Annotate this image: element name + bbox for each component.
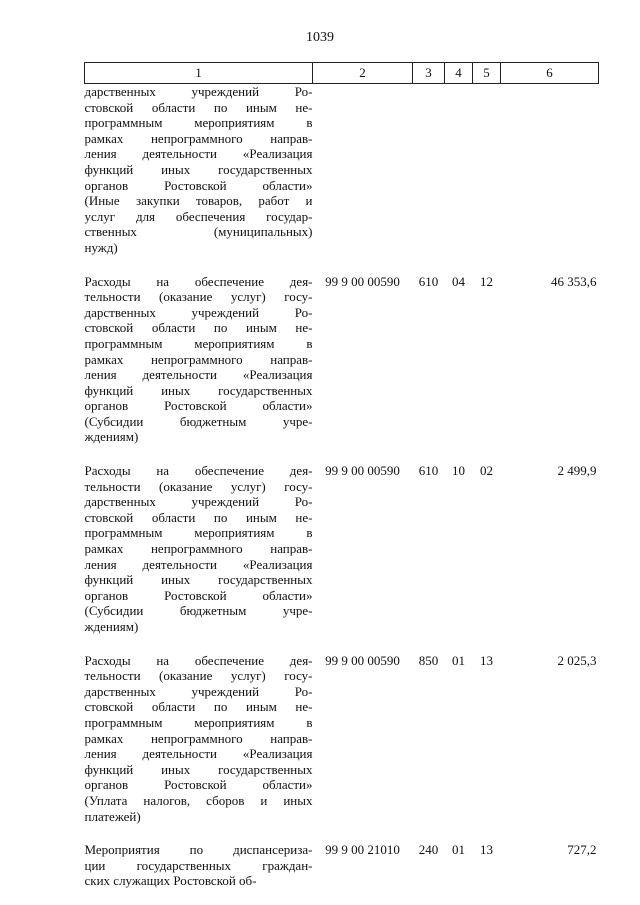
description-line: нужд) [84, 239, 118, 255]
description-line: ских служащих Ростовской об- [84, 873, 257, 889]
description-line: ждениям) [84, 429, 139, 445]
description-line: функций иных государственных [84, 761, 313, 777]
description-line: рамках непрограммного направ- [84, 541, 313, 557]
description-line: рамках непрограммного направ- [84, 130, 313, 146]
description-line: программным мероприятиям в [84, 335, 313, 351]
table-row [85, 274, 599, 446]
description-line: ления деятельности «Реализация [84, 556, 313, 572]
expense-description [85, 842, 313, 889]
target-code [313, 84, 413, 256]
description-line: программным мероприятиям в [84, 714, 313, 730]
page-number: 1039 [306, 30, 334, 45]
row-spacer [85, 445, 599, 463]
description-line: органов Ростовской области» [84, 177, 313, 193]
expense-type-code: 850 [418, 652, 439, 668]
description-line: стовской области по иным не- [84, 699, 313, 715]
amount: 46 353,6 [551, 273, 597, 289]
table-row [85, 84, 599, 256]
section-code: 10 [452, 463, 465, 479]
column-header: 3 [413, 63, 445, 84]
subsection-code [473, 84, 501, 256]
description-line: дарственных учреждений Ро- [84, 84, 313, 99]
target-code: 99 9 00 00590 [325, 273, 400, 289]
section-code: 04 [452, 273, 465, 289]
description-line: органов Ростовской области» [84, 398, 313, 414]
description-line: ления деятельности «Реализация [84, 746, 313, 762]
column-header: 1 [85, 63, 313, 84]
amount: 727,2 [567, 842, 597, 858]
description-line: органов Ростовской области» [84, 587, 313, 603]
table-row [85, 842, 599, 889]
section-code [445, 84, 473, 256]
row-spacer [85, 635, 599, 653]
table-body [85, 84, 599, 889]
expense-description [85, 653, 313, 825]
description-line: рамках непрограммного направ- [84, 730, 313, 746]
description-line: стовской области по иным не- [84, 509, 313, 525]
description-line: программным мероприятиям в [84, 525, 313, 541]
row-spacer [85, 256, 599, 274]
description-line: (Уплата налогов, сборов и иных [84, 792, 313, 808]
expense-type-code: 610 [418, 463, 439, 479]
amount: 2 499,9 [557, 463, 597, 479]
expense-type-code [413, 84, 445, 256]
expense-description [85, 463, 313, 635]
target-code: 99 9 00 21010 [325, 842, 400, 858]
column-header: 4 [445, 63, 473, 84]
description-line: ции государственных граждан- [84, 857, 313, 873]
subsection-code: 12 [480, 273, 493, 289]
table-row [85, 463, 599, 635]
description-line: платежей) [84, 808, 141, 824]
column-header: 6 [501, 63, 599, 84]
description-line: стовской области по иным не- [84, 320, 313, 336]
description-line: ждениям) [84, 619, 139, 634]
table-row [85, 653, 599, 825]
description-line: органов Ростовской области» [84, 777, 313, 793]
target-code: 99 9 00 00590 [325, 652, 400, 668]
description-line: стовской области по иным не- [84, 99, 313, 115]
description-line: (Субсидии бюджетным учре- [84, 603, 313, 619]
description-line: Расходы на обеспечение дея- [84, 652, 313, 668]
description-line: функций иных государственных [84, 572, 313, 588]
description-line: функций иных государственных [84, 382, 313, 398]
expense-type-code: 240 [418, 842, 439, 858]
description-line: тельности (оказание услуг) госу- [84, 668, 313, 684]
description-line: ления деятельности «Реализация [84, 367, 313, 383]
description-line: функций иных государственных [84, 161, 313, 177]
description-line: дарственных учреждений Ро- [84, 683, 313, 699]
description-line: дарственных учреждений Ро- [84, 304, 313, 320]
expense-description [85, 84, 313, 256]
budget-table [84, 62, 599, 889]
expense-description [85, 274, 313, 446]
row-spacer [85, 824, 599, 842]
description-line: рамках непрограммного направ- [84, 351, 313, 367]
amount [501, 84, 599, 256]
column-header: 5 [473, 63, 501, 84]
description-line: (Иные закупки товаров, работ и [84, 193, 313, 209]
description-line: тельности (оказание услуг) госу- [84, 289, 313, 305]
section-code: 01 [452, 842, 465, 858]
description-line: услуг для обеспечения государ- [84, 208, 313, 224]
description-line: тельности (оказание услуг) госу- [84, 478, 313, 494]
expense-type-code: 610 [418, 273, 439, 289]
description-line: ственных (муниципальных) [84, 224, 313, 240]
description-line: Расходы на обеспечение дея- [84, 273, 313, 289]
section-code: 01 [452, 652, 465, 668]
description-line: (Субсидии бюджетным учре- [84, 413, 313, 429]
subsection-code: 13 [480, 652, 493, 668]
description-line: ления деятельности «Реализация [84, 146, 313, 162]
description-line: Мероприятия по диспансеризa- [84, 842, 313, 858]
subsection-code: 02 [480, 463, 493, 479]
column-header: 2 [313, 63, 413, 84]
description-line: дарственных учреждений Ро- [84, 494, 313, 510]
description-line: программным мероприятиям в [84, 115, 313, 131]
description-line: Расходы на обеспечение дея- [84, 463, 313, 479]
subsection-code: 13 [480, 842, 493, 858]
target-code: 99 9 00 00590 [325, 463, 400, 479]
amount: 2 025,3 [557, 652, 597, 668]
column-header-row [85, 63, 599, 84]
